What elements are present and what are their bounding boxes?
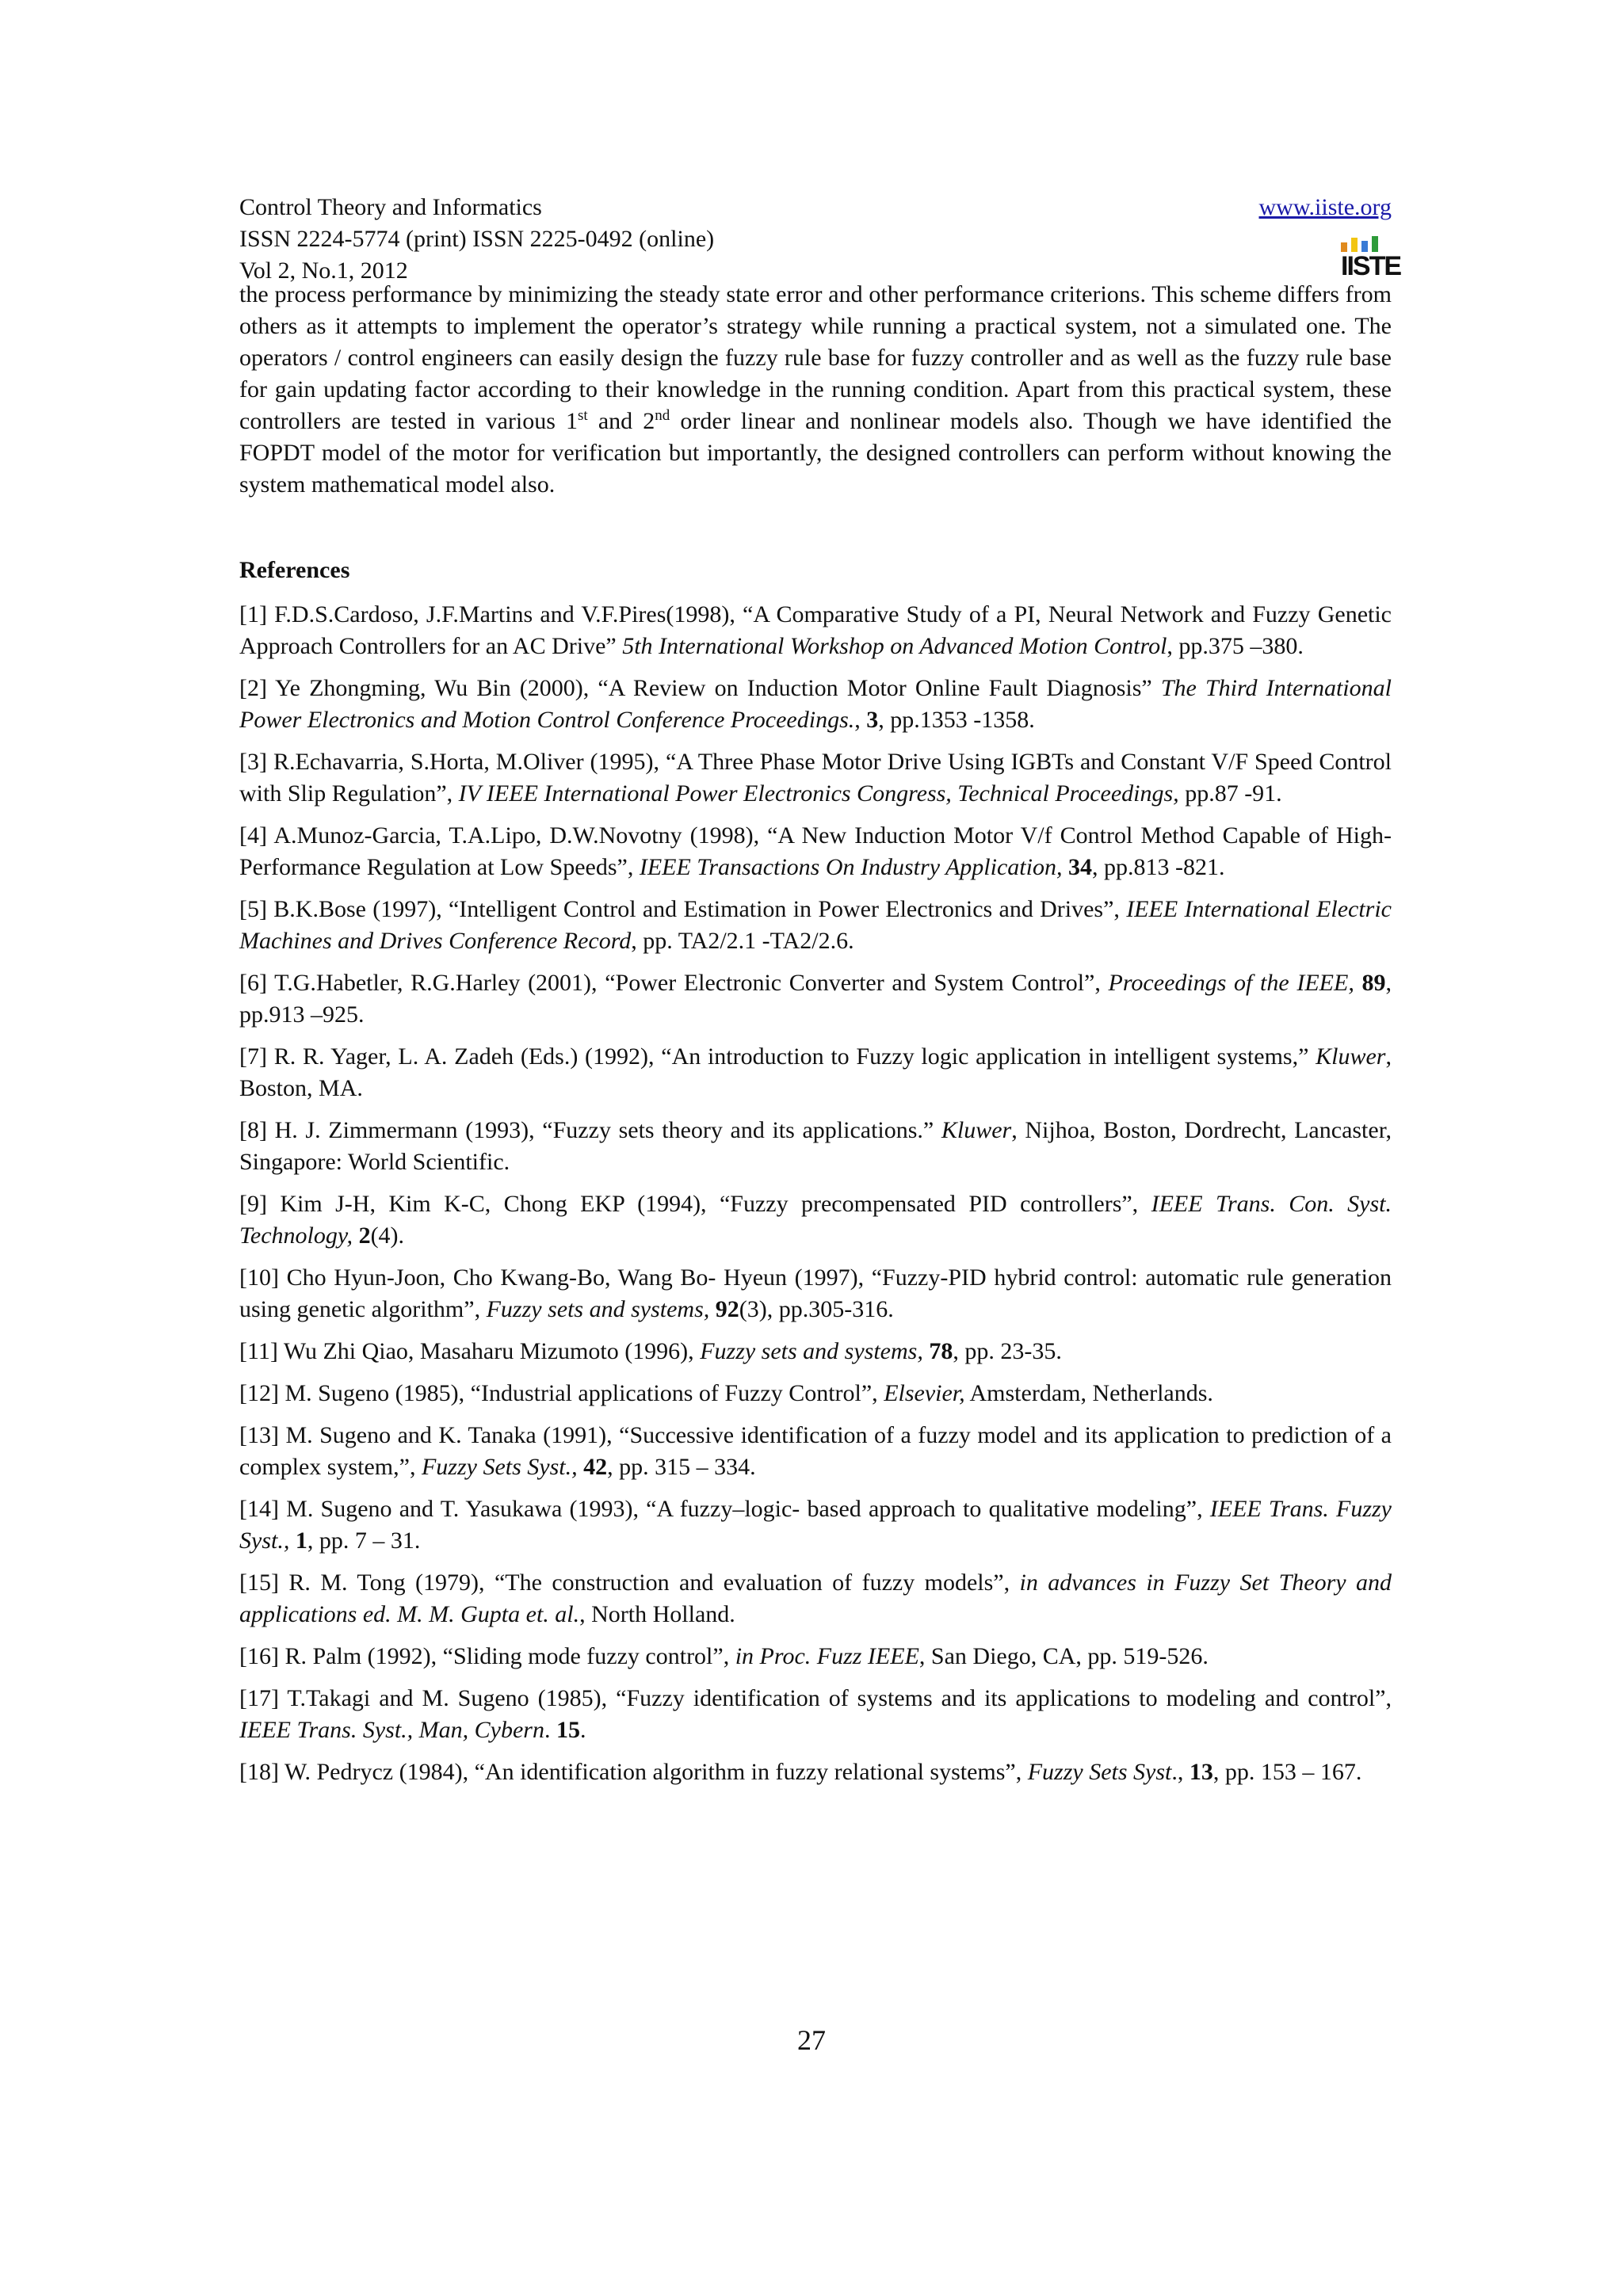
reference-text: , pp.813 -821. [1091,854,1225,880]
reference-text [1062,854,1068,880]
reference-item [239,1041,1392,1104]
reference-text: [15] R. M. Tong (1979), “The construction and evaluation of fuzzy models”, [239,1569,1020,1596]
reference-list [239,599,1392,1788]
reference-text: [3] R.Echavarria, S.Horta, M.Oliver (1995), “A Three Phase Motor Drive Using IGBTs and Constant V/F Speed Control with Slip Regulation”, [239,749,1392,807]
references-heading: References [239,557,350,583]
reference-source: IEEE Trans. Fuzzy Syst., [239,1496,1392,1554]
reference-text: , Nijhoa, Boston, Dordrecht, Lancaster, Singapore: World Scientific. [239,1117,1392,1175]
reference-source: IEEE Transactions On Industry Application, [639,854,1063,880]
reference-source: in Proc. Fuzz IEEE [735,1643,919,1669]
reference-item [239,1420,1392,1483]
reference-text: [4] A.Munoz-Garcia, T.A.Lipo, D.W.Novotny (1998), “A New Induction Motor V/f Control Method Capable of High-Performance Regulation at Low Speeds”, [239,822,1392,880]
reference-text [353,1222,359,1249]
reference-text: [6] T.G.Habetler, R.G.Harley (2001), “Power Electronic Converter and System Control”, [239,970,1109,996]
reference-source: 5th International Workshop on Advanced Motion Control [622,633,1167,659]
reference-volume: 34 [1067,854,1092,880]
reference-volume: 78 [929,1338,953,1364]
reference-text: [11] Wu Zhi Qiao, Masaharu Mizumoto (1996), [239,1338,701,1364]
reference-text: , pp.375 –380. [1167,633,1304,659]
reference-text: [10] Cho Hyun-Joon, Cho Kwang-Bo, Wang Bo- Hyeun (1997), “Fuzzy-PID hybrid control: automatic rule generation using genetic algorithm”, [239,1264,1392,1322]
reference-text: [13] M. Sugeno and K. Tanaka (1991), “Successive identification of a fuzzy model and its application to prediction of a complex system,”, [239,1422,1392,1480]
reference-volume: 1 [295,1527,307,1554]
reference-item [239,1683,1392,1746]
journal-name: Control Theory and Informatics [239,194,542,220]
reference-source: Fuzzy Sets Syst., [421,1454,578,1480]
reference-item [239,1188,1392,1252]
reference-text: [18] W. Pedrycz (1984), “An identification algorithm in fuzzy relational systems”, [239,1759,1028,1785]
reference-volume: 3 [866,707,879,733]
reference-volume: 89 [1361,970,1386,996]
reference-item [239,673,1392,736]
reference-text: [14] M. Sugeno and T. Yasukawa (1993), “A fuzzy–logic- based approach to qualitative modeling”, [239,1496,1210,1522]
reference-source: IEEE Trans. Con. Syst. Technology, [239,1191,1392,1249]
reference-text: , pp. 153 – 167. [1212,1759,1362,1785]
reference-volume: 13 [1189,1759,1213,1785]
running-header [239,192,1401,287]
reference-item [239,1756,1392,1788]
reference-source: IV IEEE International Power Electronics Congress, Technical Proceedings, [458,780,1179,807]
reference-text: (4). [370,1222,405,1249]
reference-text: [17] T.Takagi and M. Sugeno (1985), “Fuzzy identification of systems and its applications to modeling and control”, [239,1685,1392,1711]
reference-source: in advances in Fuzzy Set Theory and applications ed. M. M. Gupta et. al. [239,1569,1392,1627]
reference-text: , pp. 7 – 31. [307,1527,421,1554]
issn-line: ISSN 2224-5774 (print) ISSN 2225-0492 (online) [239,226,715,252]
reference-item [239,1641,1392,1672]
reference-text: , pp. TA2/2.1 -TA2/2.6. [631,928,854,954]
website-link[interactable]: www.iiste.org [1258,194,1392,220]
reference-text: , [854,707,867,733]
reference-item [239,1262,1392,1325]
reference-source: Elsevier, [884,1380,965,1406]
reference-text: [5] B.K.Bose (1997), “Intelligent Control and Estimation in Power Electronics and Drives”, [239,896,1127,922]
page-number: 27 [797,2024,826,2056]
reference-item [239,1567,1392,1630]
reference-text: , Boston, MA. [239,1043,1392,1101]
reference-text: ., [1171,1759,1190,1785]
reference-text: , San Diego, CA, pp. 519-526. [918,1643,1209,1669]
reference-text: , pp.913 –925. [239,970,1392,1028]
body-text-part-2: order linear and nonlinear models also. Though we have identified the FOPDT model of the motor for verification but importantly, the designed controllers can perform without knowing the system mathematical model also. [239,408,1392,498]
reference-text: . [579,1717,586,1743]
reference-item [239,599,1392,662]
reference-text: , pp. 23-35. [953,1338,1062,1364]
reference-text: [9] Kim J-H, Kim K-C, Chong EKP (1994), “Fuzzy precompensated PID controllers”, [239,1191,1151,1217]
reference-text: pp.87 -91. [1178,780,1282,807]
reference-text: [1] F.D.S.Cardoso, J.F.Martins and V.F.Pires(1998), “A Comparative Study of a PI, Neural Network and Fuzzy Genetic Approach Controllers for an AC Drive” [239,601,1392,659]
body-text-part-1: the process performance by minimizing the steady state error and other performance criterions. This scheme differs from others as it attempts to implement the operator’s strategy while running a practical system, not a simulated one. The operators / control engineers can easily design the fuzzy rule base for fuzzy controller and as well as the fuzzy rule base for gain updating factor according to their knowledge in the running condition. Apart from this practical system, these controllers are tested in various 1 [239,281,1392,434]
reference-item [239,1336,1392,1367]
logo-text: IISTE [1341,251,1401,281]
page-content [239,192,1401,1798]
reference-text [709,1296,716,1322]
reference-source: IEEE Trans. Syst., Man, Cybern [239,1717,544,1743]
logo-bar-4 [1372,236,1378,252]
reference-volume: 15 [556,1717,580,1743]
reference-text: , North Holland. [579,1601,735,1627]
body-paragraph [239,279,1392,501]
reference-source: Fuzzy sets and systems, [700,1338,923,1364]
reference-text: (3), pp.305-316. [739,1296,894,1322]
reference-text: [16] R. Palm (1992), “Sliding mode fuzzy control”, [239,1643,735,1669]
body-text-and: and 2 [587,408,655,434]
reference-item [239,1115,1392,1178]
iiste-logo [1341,235,1401,284]
reference-text: [8] H. J. Zimmermann (1993), “Fuzzy sets theory and its applications.” [239,1117,941,1143]
reference-item [239,1493,1392,1557]
reference-text [578,1454,584,1480]
reference-text [289,1527,296,1554]
reference-item [239,820,1392,883]
superscript-st: st [578,407,588,424]
reference-source: Fuzzy Sets Syst [1027,1759,1172,1785]
reference-source: Kluwer [1316,1043,1386,1070]
reference-source: The Third International Power Electronics and Motion Control Conference Proceedings. [239,675,1392,733]
reference-source: IEEE International Electric Machines and Drives Conference Record [239,896,1392,954]
reference-source: Fuzzy sets and systems, [486,1296,710,1322]
reference-text: Amsterdam, Netherlands. [964,1380,1213,1406]
reference-item [239,1378,1392,1409]
volume-line: Vol 2, No.1, 2012 [239,257,408,284]
reference-text: , pp.1353 -1358. [878,707,1035,733]
reference-source: Proceedings of the IEEE, [1108,970,1354,996]
reference-text [1354,970,1362,996]
reference-item [239,967,1392,1031]
superscript-nd: nd [655,407,670,424]
reference-item [239,746,1392,810]
reference-text: [7] R. R. Yager, L. A. Zadeh (Eds.) (1992), “An introduction to Fuzzy logic application in intelligent systems,” [239,1043,1316,1070]
reference-volume: 2 [358,1222,371,1249]
reference-text: , pp. 315 – 334. [607,1454,756,1480]
reference-volume: 92 [715,1296,739,1322]
reference-volume: 42 [583,1454,608,1480]
reference-text: [2] Ye Zhongming, Wu Bin (2000), “A Review on Induction Motor Online Fault Diagnosis” [239,675,1161,701]
reference-text: [12] M. Sugeno (1985), “Industrial applications of Fuzzy Control”, [239,1380,884,1406]
reference-text: . [544,1717,556,1743]
reference-item [239,894,1392,957]
reference-source: Kluwer [941,1117,1012,1143]
